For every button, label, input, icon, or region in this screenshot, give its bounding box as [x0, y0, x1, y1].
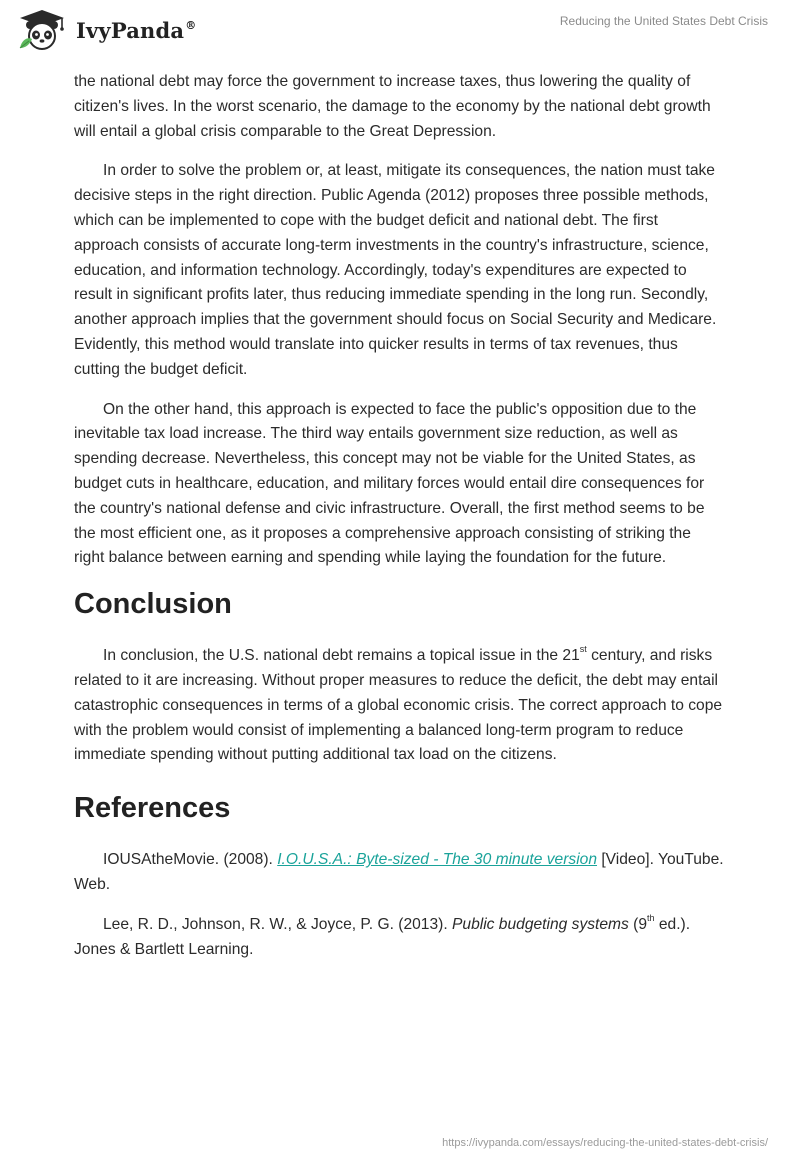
- conclusion-paragraph: In conclusion, the U.S. national debt remains a topical issue in the 21st century, and risks related to it are increasing. Without proper measures to reduce the deficit, the debt may entail catastrophic consequences in terms of a global economic crisis. The correct approach to cope with the problem would consist of implementing a balanced long-term program to reduce immediate spending without putting additional tax load on the citizens.: [74, 644, 723, 764]
- reference-entry: Lee, R. D., Johnson, R. W., & Joyce, P. G. (2013). Public budgeting systems (9th ed.). Jones & Bartlett Learning.: [74, 912, 691, 958]
- reference-video-link[interactable]: I.O.U.S.A.: Byte-sized - The 30 minute version: [277, 851, 598, 869]
- article-body: [74, 70, 724, 977]
- logo[interactable]: [14, 8, 196, 52]
- paragraph: the national debt may force the government to increase taxes, thus lowering the quality of citizen's lives. In the worst scenario, the damage to the economy by the national debt growth will entail a global crisis comparable to the Great Depression.: [74, 73, 711, 140]
- page-header: [0, 0, 800, 70]
- page-url: https://ivypanda.com/essays/reducing-the-united-states-debt-crisis/: [442, 1137, 768, 1149]
- paragraph: On the other hand, this approach is expected to face the public's opposition due to the inevitable tax load increase. The third way entails government size reduction, as well as spending decrease. Nevertheless, this concept may not be viable for the United States, as budget cuts in healthcare, education, and military forces would entail dire consequences for the country's national defense and civic infrastructure. Overall, the first method seems to be the most efficient one, as it proposes a comprehensive approach consisting of striking the right balance between earning and spending while laying the foundation for the future.: [74, 400, 705, 567]
- paragraph: In order to solve the problem or, at least, mitigate its consequences, the nation must take decisive steps in the right direction. Public Agenda (2012) proposes three possible methods, which can be implemented to cope with the budget deficit and national debt. The first approach consists of accurate long-term investments in the country's infrastructure, science, education, and information technology. Accordingly, today's expenditures are expected to result in significant profits later, thus reducing immediate spending in the long run. Secondly, another approach implies that the government should focus on Social Security and Medicare. Evidently, this method would translate into quicker results in terms of tax revenues, thus cutting the budget deficit.: [74, 162, 717, 378]
- document-title: Reducing the United States Debt Crisis: [559, 14, 768, 28]
- brand-name: IvyPanda®: [76, 17, 197, 43]
- references-heading: References: [74, 792, 231, 825]
- conclusion-heading: Conclusion: [74, 588, 232, 621]
- panda-logo-icon: [14, 8, 70, 52]
- reference-entry: IOUSAtheMovie. (2008). I.O.U.S.A.: Byte-sized - The 30 minute version [Video]. YouTube. Web.: [74, 851, 724, 893]
